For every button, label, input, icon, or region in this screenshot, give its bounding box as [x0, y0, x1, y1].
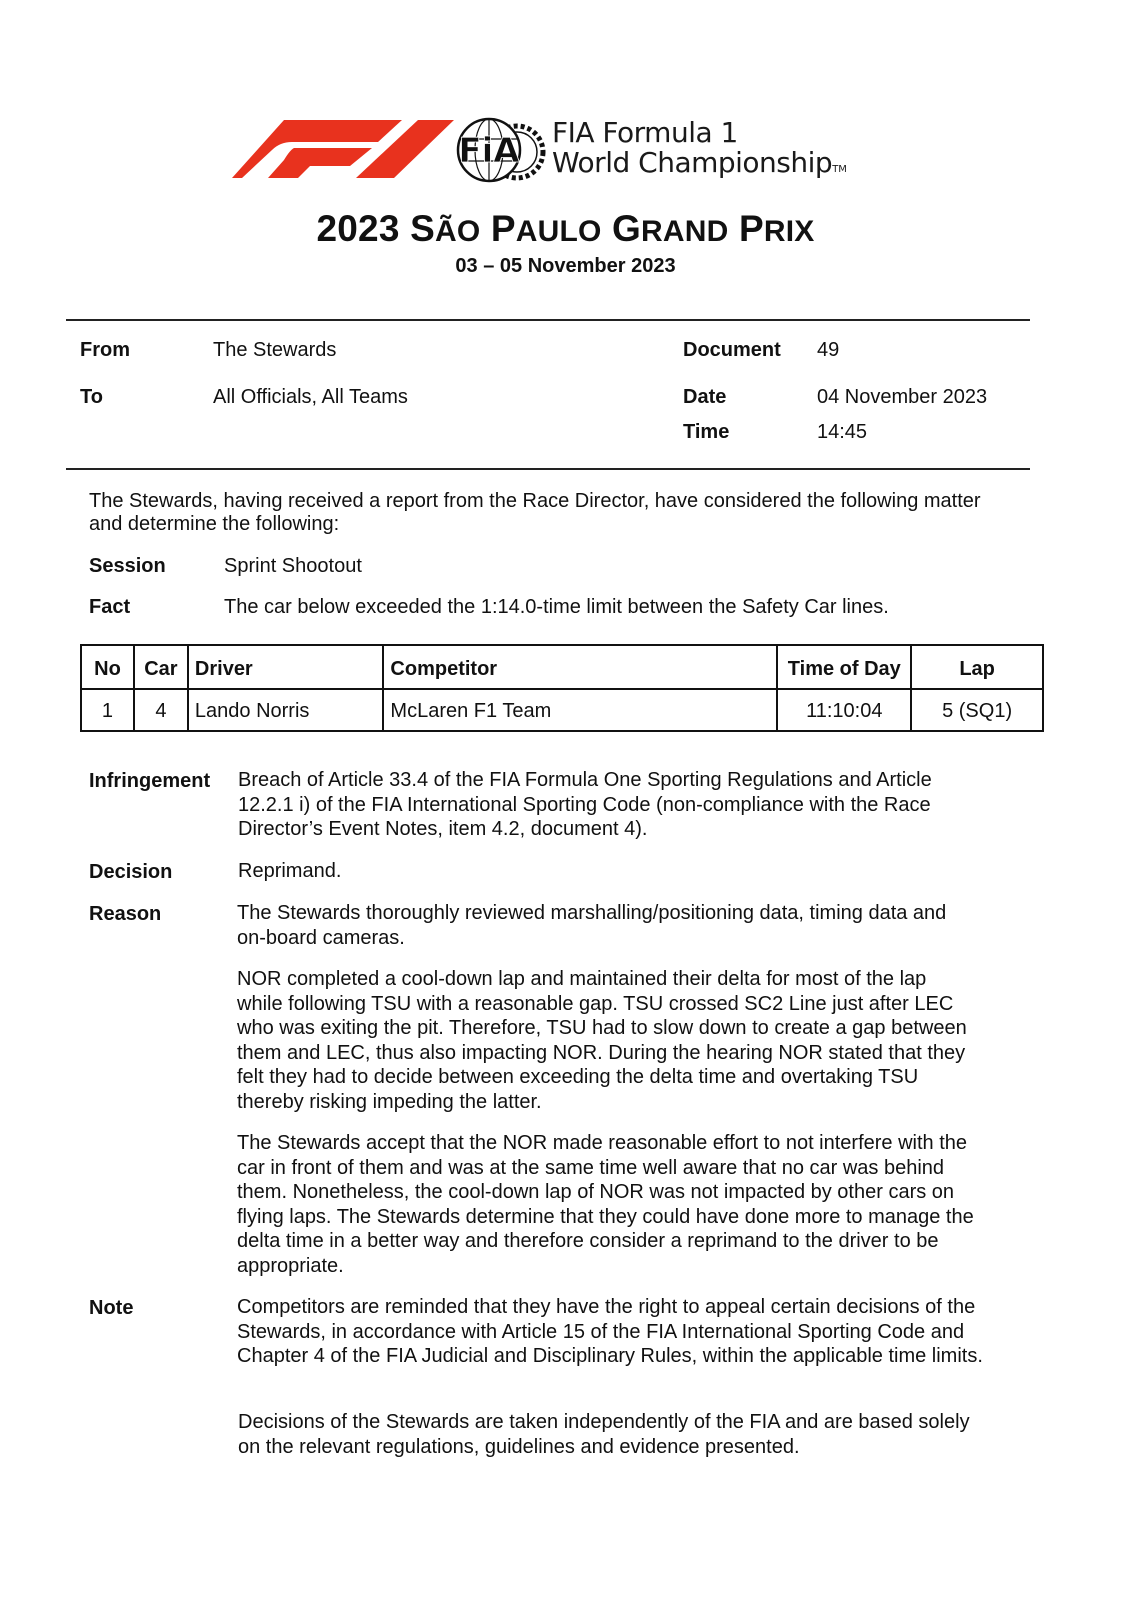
brand-wordmark: [552, 118, 847, 185]
text-line: who was exiting the pit. Therefore, TSU had to slow down to create a gap between: [237, 1017, 967, 1039]
cell-car: 4: [134, 689, 188, 731]
text-line: Competitors are reminded that they have the right to appeal certain decisions of the: [237, 1296, 976, 1318]
from-value: The Stewards: [213, 339, 337, 361]
text-line: appropriate.: [237, 1254, 344, 1277]
title-sc: RAND: [641, 215, 729, 248]
event-name: [410, 208, 814, 249]
cell-lap: 5 (SQ1): [911, 689, 1043, 731]
intro-line: The Stewards, having received a report from the Race Director, have considered the following matter: [89, 490, 981, 512]
text-line: thereby risking impeding the latter.: [237, 1090, 542, 1113]
text-line: Chapter 4 of the FIA Judicial and Disciplinary Rules, within the applicable time limits.: [237, 1345, 983, 1367]
title-sc: RIX: [763, 215, 815, 248]
f1-logo-lower-stroke: [268, 148, 372, 178]
incident-table: [80, 644, 1044, 732]
text-line: felt they had to decide between exceeding the delta time and overtaking TSU: [237, 1066, 919, 1088]
reason-paragraph-3: [237, 1131, 974, 1278]
title-cap: S: [410, 208, 435, 249]
col-header-car: Car: [134, 645, 188, 689]
f1-logo-icon: [232, 120, 462, 180]
title-cap: P: [728, 208, 764, 249]
text-line: Director’s Event Notes, item 4.2, document 4).: [238, 818, 648, 840]
event-year: 2023: [316, 208, 400, 249]
date-label: Date: [683, 386, 727, 408]
title-cap: P: [480, 208, 516, 249]
from-label: From: [80, 339, 130, 361]
document-value: 49: [817, 339, 840, 361]
note-paragraph-2: [238, 1410, 970, 1459]
col-header-driver: Driver: [188, 645, 384, 689]
fact-label: Fact: [89, 596, 131, 618]
col-header-lap: Lap: [911, 645, 1043, 689]
note-label: Note: [89, 1297, 134, 1319]
time-label: Time: [683, 421, 730, 443]
cell-competitor: McLaren F1 Team: [383, 689, 777, 731]
f1-fia-logo: [232, 118, 892, 188]
cell-driver: Lando Norris: [188, 689, 384, 731]
title-cap: G: [601, 208, 642, 249]
text-line: Decisions of the Stewards are taken independently of the FIA and are based solely: [238, 1411, 970, 1433]
page-title: [0, 208, 1131, 250]
event-dates: 03 – 05 November 2023: [455, 255, 676, 277]
text-line: Breach of Article 33.4 of the FIA Formula One Sporting Regulations and Article: [238, 769, 932, 791]
session-value: Sprint Shootout: [224, 555, 362, 577]
text-line: on-board cameras.: [237, 926, 405, 949]
note-paragraph-1: [237, 1295, 983, 1369]
cell-no: 1: [81, 689, 134, 731]
text-line: The Stewards thoroughly reviewed marshalling/positioning data, timing data and: [237, 902, 947, 924]
document-label: Document: [683, 339, 781, 361]
time-value: 14:45: [817, 421, 868, 443]
col-header-competitor: Competitor: [383, 645, 777, 689]
text-line: them. Nonetheless, the cool-down lap of NOR was not impacted by other cars on: [237, 1181, 955, 1203]
intro-text: [89, 490, 981, 536]
text-line: The Stewards accept that the NOR made reasonable effort to not interfere with the: [237, 1132, 968, 1154]
col-header-no: No: [81, 645, 134, 689]
text-line: flying laps. The Stewards determine that they could have done more to manage the: [237, 1205, 974, 1228]
infringement-label: Infringement: [89, 770, 211, 792]
text-line: car in front of them and was at the same time well aware that no car was behind: [237, 1156, 945, 1179]
brand-line-2: [552, 148, 847, 185]
text-line: them and LEC, thus also impacting NOR. During the hearing NOR stated that they: [237, 1041, 966, 1064]
title-sc: AULO: [515, 215, 602, 248]
fia-emblem-icon: [452, 115, 552, 185]
to-label: To: [80, 386, 103, 408]
decision-label: Decision: [89, 861, 173, 883]
text-line: Stewards, in accordance with Article 15 of the FIA International Sporting Code and: [237, 1320, 965, 1343]
text-line: delta time in a better way and therefore consider a reprimand to the driver to be: [237, 1230, 939, 1252]
intro-line: and determine the following:: [89, 513, 340, 535]
date-value: 04 November 2023: [817, 386, 988, 408]
cell-time-of-day: 11:10:04: [777, 689, 911, 731]
col-header-time-of-day: Time of Day: [777, 645, 911, 689]
brand-line-2-text: World Championship: [552, 146, 833, 179]
brand-line-1: FIA Formula 1: [552, 116, 738, 149]
to-value: All Officials, All Teams: [213, 386, 408, 408]
text-line: while following TSU with a reasonable gap. TSU crossed SC2 Line just after LEC: [237, 992, 954, 1015]
bottom-divider: [66, 468, 1030, 470]
reason-label: Reason: [89, 903, 162, 925]
svg-text:FiA: FiA: [458, 131, 520, 171]
trademark: TM: [832, 164, 847, 175]
table-row: [81, 689, 1043, 731]
decision-value: Reprimand.: [238, 860, 342, 882]
infringement-text: [238, 768, 932, 842]
text-line: on the relevant regulations, guidelines and evidence presented.: [238, 1435, 800, 1458]
table-header-row: [81, 645, 1043, 689]
session-label: Session: [89, 555, 166, 577]
text-line: NOR completed a cool-down lap and maintained their delta for most of the lap: [237, 968, 927, 990]
reason-paragraph-2: [237, 967, 967, 1114]
text-line: 12.2.1 i) of the FIA International Sporting Code (non-compliance with the Race: [238, 793, 931, 816]
fact-value: The car below exceeded the 1:14.0-time limit between the Safety Car lines.: [224, 596, 889, 618]
title-sc: ÃO: [435, 215, 481, 248]
top-divider: [66, 319, 1030, 321]
reason-paragraph-1: [237, 901, 946, 950]
